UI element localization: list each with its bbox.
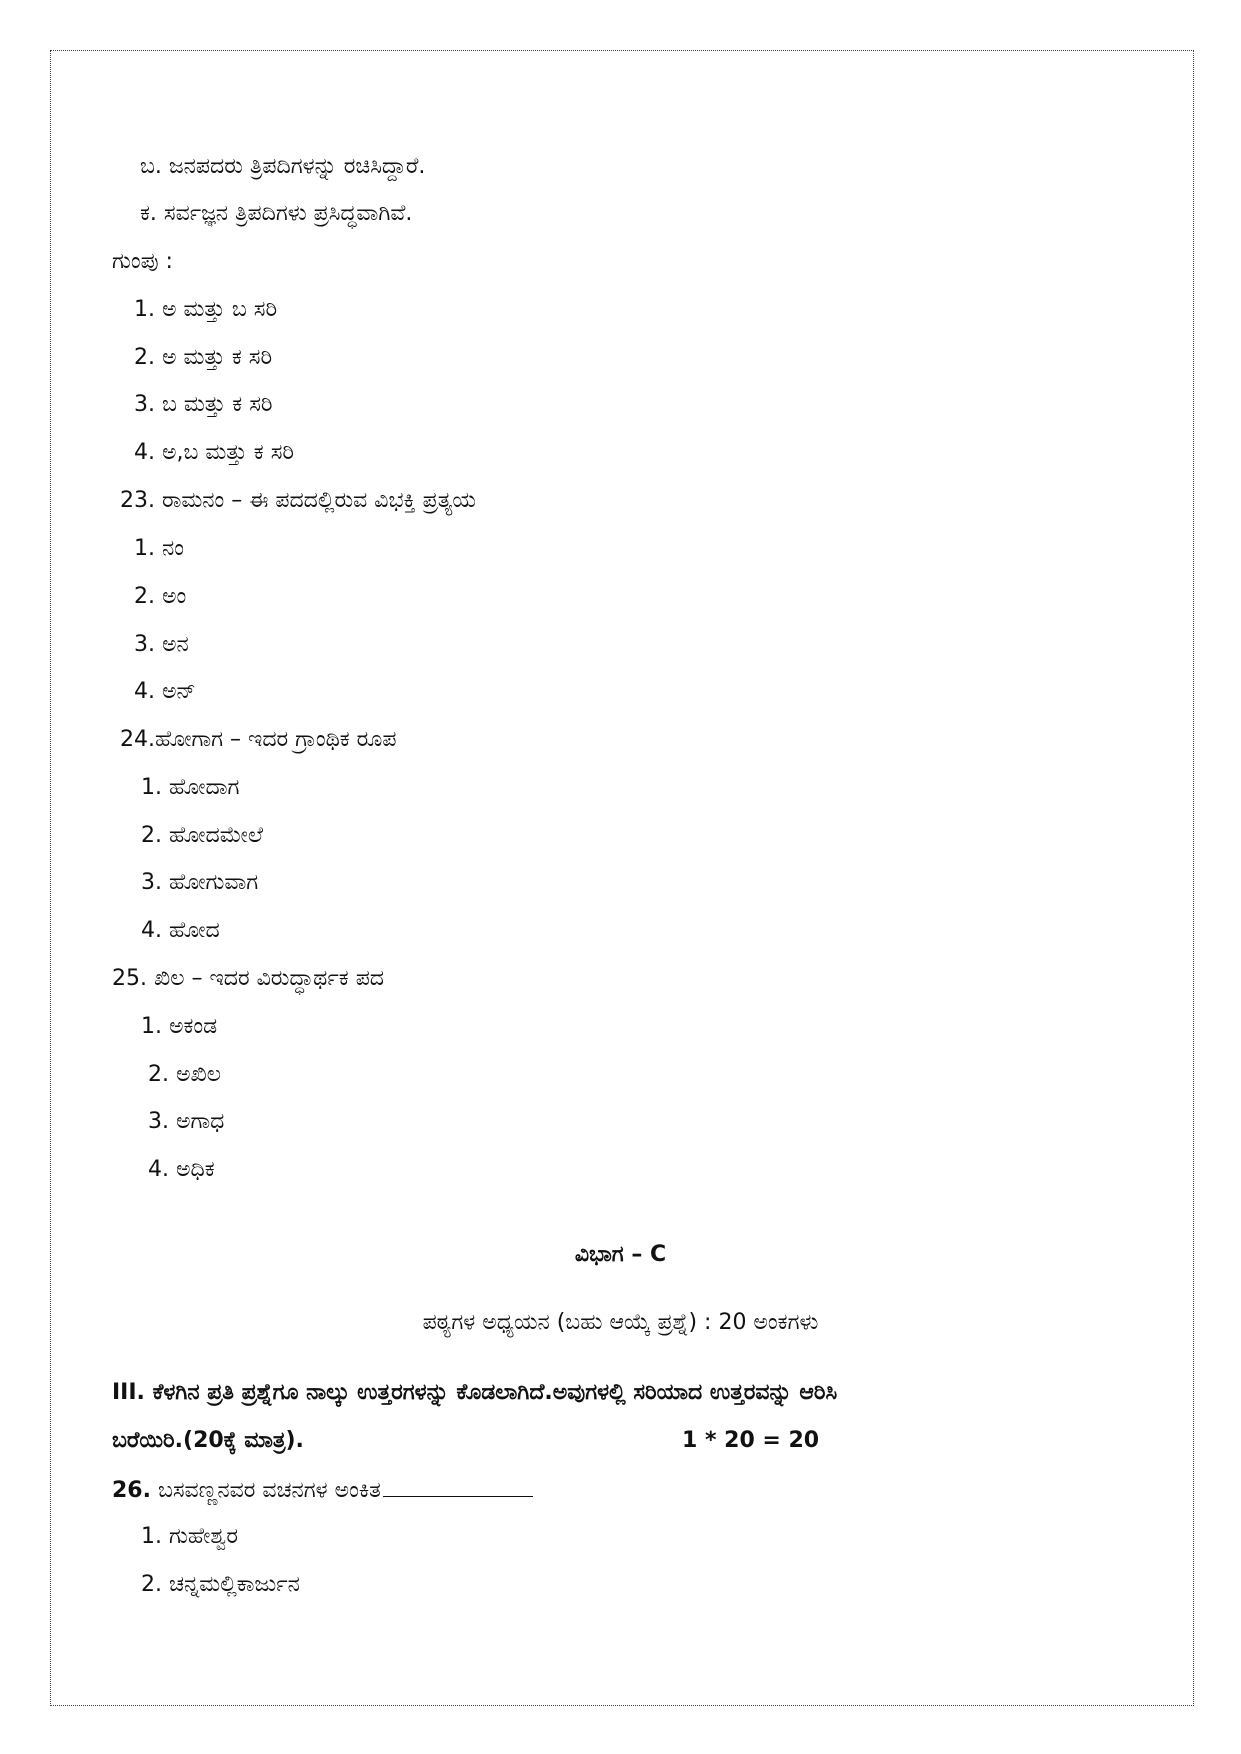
q23-option-3: 3. ಅನ — [134, 632, 189, 657]
group-label: ಗುಂಪು : — [112, 249, 173, 274]
statement-b: ಬ. ಜನಪದರು ತ್ರಿಪದಿಗಳನ್ನು ರಚಿಸಿದ್ದಾರೆ. — [140, 154, 426, 179]
statement-k: ಕ. ಸರ್ವಜ್ಞನ ತ್ರಿಪದಿಗಳು ಪ್ರಸಿದ್ಧವಾಗಿವೆ. — [140, 201, 413, 226]
q22-option-4: 4. ಅ,ಬ ಮತ್ತು ಕ ಸರಿ — [134, 440, 294, 465]
q26-question-line — [112, 1474, 533, 1506]
section-subtitle: ಪಠ್ಯಗಳ ಅಧ್ಯಯನ (ಬಹು ಆಯ್ಕೆ ಪ್ರಶ್ನೆ) : 20 ಅಂಕಗಳು — [422, 1310, 819, 1335]
q24-question: 24.ಹೋಗಾಗ – ಇದರ ಗ್ರಾಂಥಿಕ ರೂಪ — [120, 727, 397, 752]
q25-option-2: 2. ಅಖಿಲ — [148, 1062, 221, 1087]
q25-question: 25. ಖಿಲ – ಇದರ ವಿರುದ್ಧಾರ್ಥಕ ಪದ — [112, 966, 385, 991]
q24-option-3: 3. ಹೋಗುವಾಗ — [141, 870, 259, 895]
q26-option-2: 2. ಚನ್ನಮಲ್ಲಿಕಾರ್ಜುನ — [141, 1572, 300, 1597]
q25-option-3: 3. ಅಗಾಧ — [148, 1109, 225, 1134]
q24-option-1: 1. ಹೋದಾಗ — [141, 775, 240, 800]
q22-option-3: 3. ಬ ಮತ್ತು ಕ ಸರಿ — [134, 392, 273, 417]
q26-option-1: 1. ಗುಹೇಶ್ವರ — [141, 1524, 238, 1549]
q23-option-2: 2. ಅಂ — [134, 584, 187, 609]
section-title: ವಿಭಾಗ – C — [574, 1242, 667, 1267]
instruction-line-2: ಬರೆಯಿರಿ.(20ಕ್ಕೆ ಮಾತ್ರ). — [112, 1428, 304, 1453]
q25-option-4: 4. ಅಧಿಕ — [148, 1157, 215, 1182]
q23-question: 23. ರಾಮನಂ – ಈ ಪದದಲ್ಲಿರುವ ವಿಭಕ್ತಿ ಪ್ರತ್ಯಯ — [120, 488, 476, 513]
q26-question: ಬಸವಣ್ಣನವರ ವಚನಗಳ ಅಂಕಿತ — [157, 1478, 381, 1503]
instruction-line-1: III. ಕೆಳಗಿನ ಪ್ರತಿ ಪ್ರಶ್ನೆಗೂ ನಾಲ್ಕು ಉತ್ತರಗಳನ್ನು ಕೊಡಲಾಗಿದೆ.ಅವುಗಳಲ್ಲಿ ಸರಿಯಾದ ಉತ್ತರವನ್ನು ಆರಿಸಿ — [112, 1380, 838, 1405]
q22-option-2: 2. ಅ ಮತ್ತು ಕ ಸರಿ — [134, 345, 273, 370]
q26-number: 26. — [112, 1478, 151, 1503]
q25-option-1: 1. ಅಕಂಡ — [141, 1014, 218, 1039]
q24-option-4: 4. ಹೋದ — [141, 918, 220, 943]
q23-option-1: 1. ನಂ — [134, 536, 184, 561]
q23-option-4: 4. ಅನ್ — [134, 679, 196, 704]
instruction-marks: 1 * 20 = 20 — [682, 1428, 820, 1453]
q22-option-1: 1. ಅ ಮತ್ತು ಬ ಸರಿ — [134, 297, 278, 322]
q24-option-2: 2. ಹೋದಮೇಲೆ — [141, 823, 263, 848]
answer-blank — [383, 1474, 533, 1497]
